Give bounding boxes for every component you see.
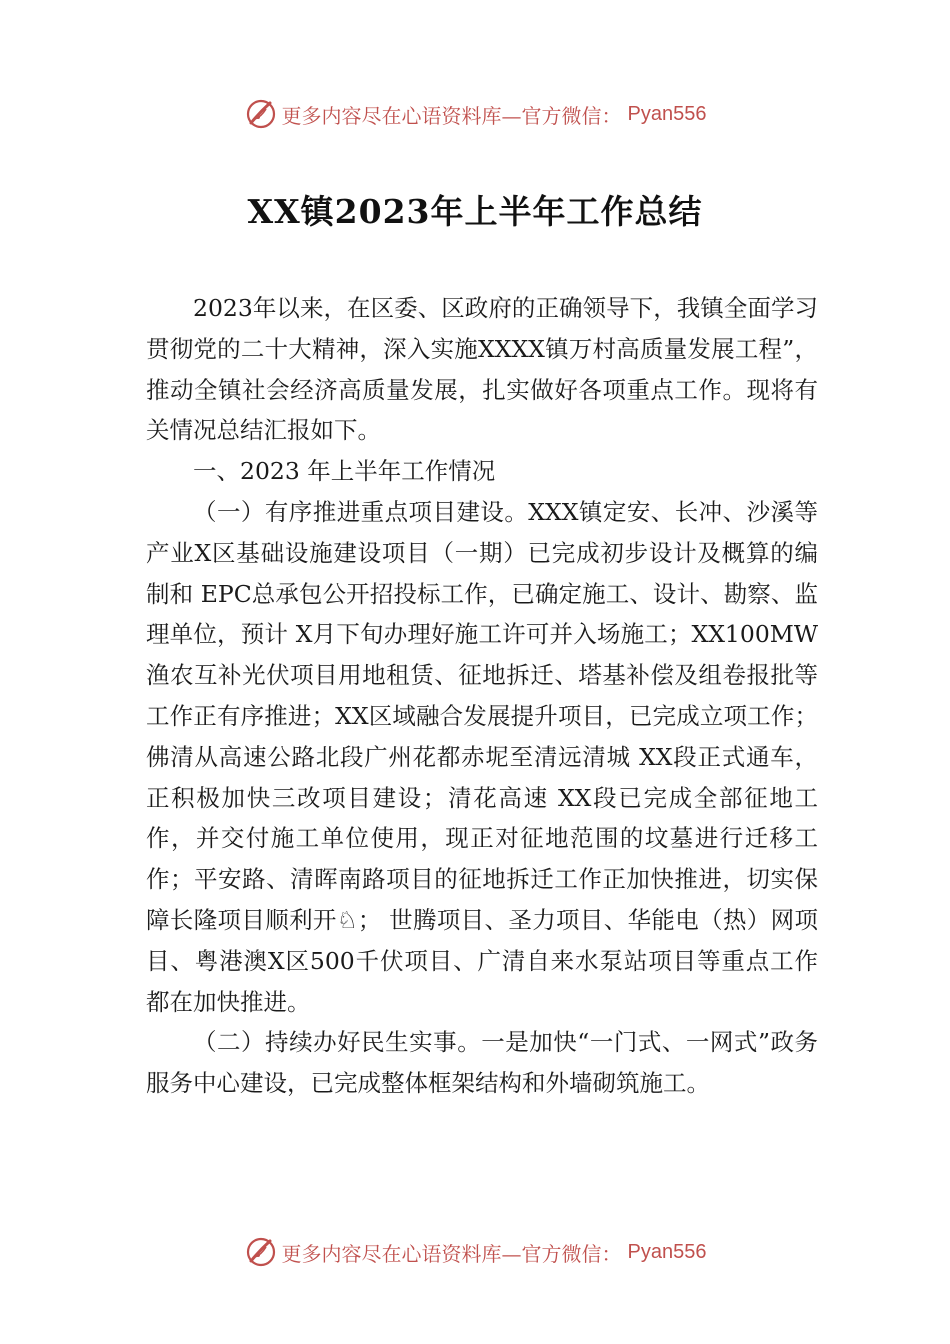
watermark-text: 更多内容尽在心语资料库—官方微信：: [281, 103, 622, 128]
watermark-wechat-id: Pyan556: [627, 102, 707, 125]
document-title: XX镇2023年上半年工作总结: [247, 192, 703, 231]
paragraph-projects: （一）有序推进重点项目建设。XXX镇定安、长冲、沙溪等产业X区基础设施建设项目（一期）已完成初步设计及概算的编制和 EPC总承包公开招投标工作，已确定施工、设计、勘察、监理单位，预计 X月下旬办理好施工许可并入场施工；XX100MW渔农互补光伏项目用地租赁、征地拆迁、塔基补偿及组卷报批等工作正有序推进；XX区域融合发展提升项目，已完成立项工作；佛清从高速公路北段广州花都赤坭至清远清城 XX段正式通车，正积极加快三改项目建设；清花高速 XX段已完成全部征地工作，并交付施工单位使用，现正对征地范围的坟墓进行迁移工作；平安路、清晖南路项目的征地拆迁工作正加快推进，切实保障长隆项目顺利开♘； 世腾项目、圣力项目、华能电（热）网项目、粤港澳X区500千伏项目、广清自来水泵站项目等重点工作都在加快推进。: [146, 497, 818, 1016]
paragraph-intro: 2023年以来，在区委、区政府的正确领导下，我镇全面学习贯彻党的二十大精神，深入实施XXXX镇万村高质量发展工程”，推动全镇社会经济高质量发展，扎实做好各项重点工作。现将有关情况总结汇报如下。: [146, 294, 818, 445]
brush-logo-icon: [244, 1235, 278, 1269]
watermark-wechat-id: Pyan556: [627, 1240, 707, 1263]
watermark-footer: [0, 1232, 950, 1272]
watermark-header: [0, 94, 950, 134]
document-body: [146, 288, 818, 1104]
brush-logo-icon: [244, 97, 278, 131]
watermark-text: 更多内容尽在心语资料库—官方微信：: [281, 1241, 622, 1266]
section-heading-1: 一、2023 年上半年工作情况: [193, 457, 496, 486]
paragraph-livelihood: （二）持续办好民生实事。一是加快“一门式、一网式”政务服务中心建设，已完成整体框架结构和外墙砌筑施工。: [146, 1028, 818, 1098]
